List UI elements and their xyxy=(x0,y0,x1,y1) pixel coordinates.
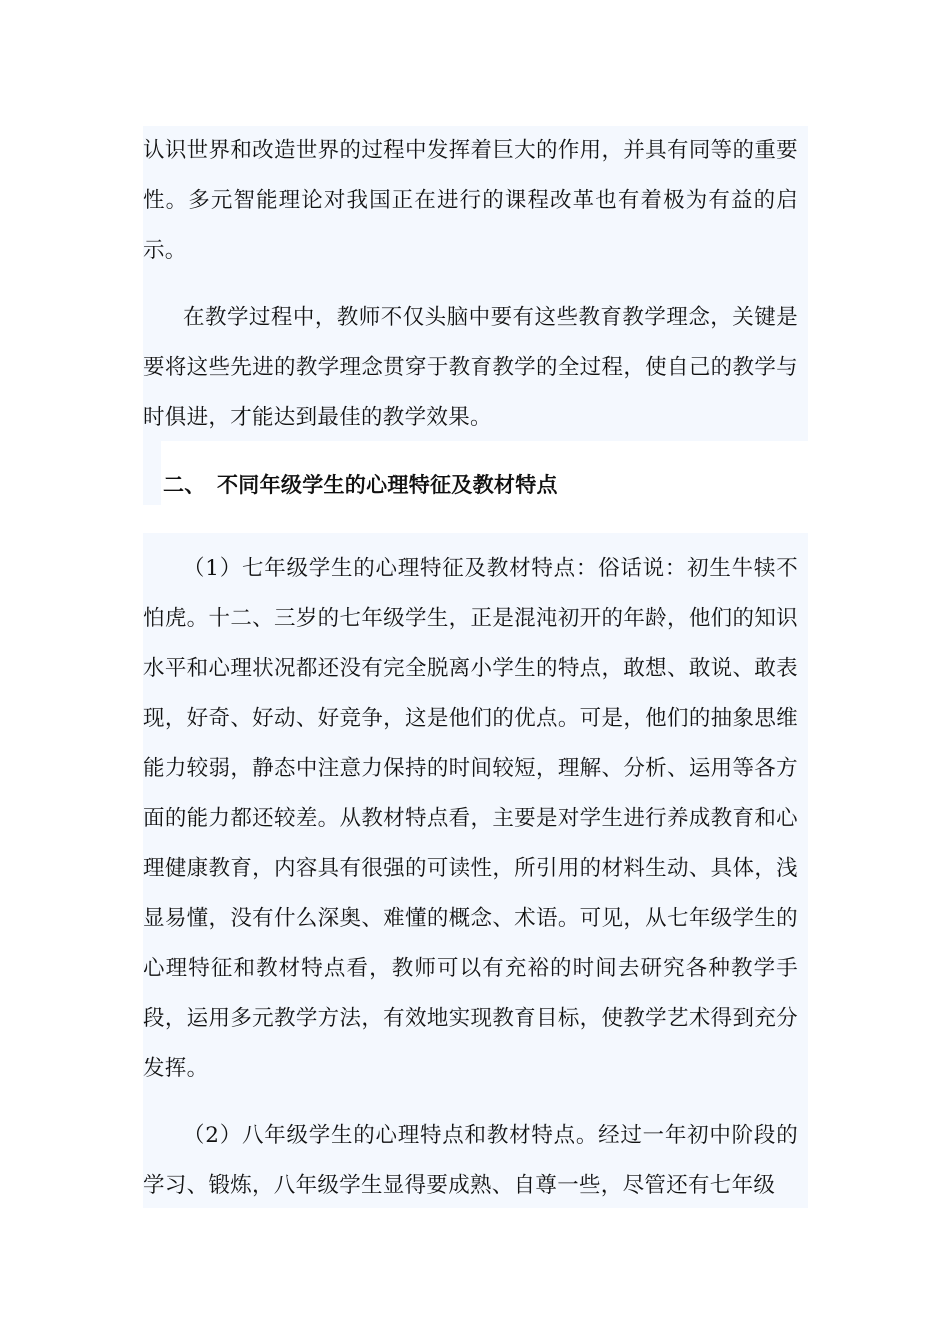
section-heading xyxy=(163,460,558,510)
text-highlight-background xyxy=(143,441,161,505)
section-number: 二、 xyxy=(163,472,206,497)
paragraph: （2）八年级学生的心理特点和教材特点。经过一年初中阶段的学习、锻炼，八年级学生显得要成熟、自尊一些，尽管还有七年级 xyxy=(143,1123,798,1198)
section-title: 不同年级学生的心理特征及教材特点 xyxy=(217,472,558,497)
paragraph: （1）七年级学生的心理特征及教材特点：俗话说：初生牛犊不怕虎。十二、三岁的七年级学生，正是混沌初开的年龄，他们的知识水平和心理状况都还没有完全脱离小学生的特点，敢想、敢说、敢表现，好奇、好动、好竞争，这是他们的优点。可是，他们的抽象思维能力较弱，静态中注意力保持的时间较短，理解、分析、运用等各方面的能力都还较差。从教材特点看，主要是对学生进行养成教育和心理健康教育，内容具有很强的可读性，所引用的材料生动、具体，浅显易懂，没有什么深奥、难懂的概念、术语。可见，从七年级学生的心理特征和教材特点看，教师可以有充裕的时间去研究各种教学手段，运用多元教学方法，有效地实现教育目标，使教学艺术得到充分发挥。 xyxy=(143,556,798,1081)
paragraph: 认识世界和改造世界的过程中发挥着巨大的作用，并具有同等的重要性。多元智能理论对我国正在进行的课程改革也有着极为有益的启示。 xyxy=(143,138,798,263)
paragraph: 在教学过程中，教师不仅头脑中要有这些教育教学理念，关键是要将这些先进的教学理念贯穿于教育教学的全过程，使自己的教学与时俱进，才能达到最佳的教学效果。 xyxy=(143,305,798,430)
